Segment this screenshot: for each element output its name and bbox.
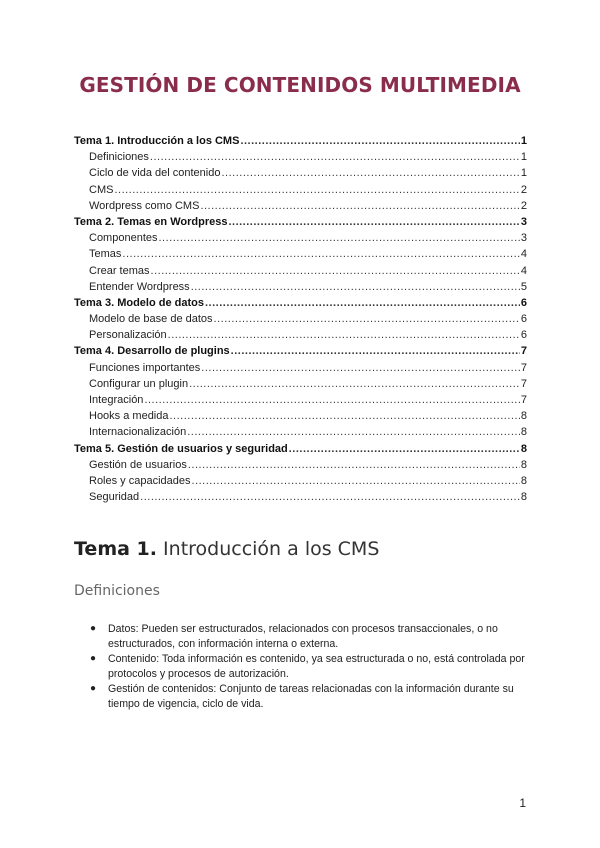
toc-entry-label: Integración [89, 394, 144, 406]
toc-entry-label: Configurar un plugin [89, 377, 189, 390]
toc-entry-page: 1 [520, 151, 527, 164]
bullet-icon: ● [90, 653, 97, 665]
toc-section-entry[interactable] [74, 198, 527, 214]
toc-section-entry[interactable] [74, 246, 527, 262]
toc-entry-label: Gestión de usuarios [89, 458, 187, 471]
toc-entry-label: Tema 4. Desarrollo de plugins [74, 345, 230, 358]
toc-entry-label: Personalización [89, 329, 167, 342]
list-item-text: Contenido: Toda información es contenido, ya sea estructurada o no, está controlada por protocolos y procesos de autorización. [108, 653, 525, 680]
table-of-contents [74, 133, 527, 505]
toc-entry-page: 6 [520, 296, 527, 309]
toc-chapter-entry[interactable] [74, 441, 527, 457]
toc-leader-dots [168, 327, 520, 343]
toc-section-entry[interactable] [74, 360, 527, 376]
toc-entry-label: Roles y capacidades [89, 474, 191, 487]
toc-entry-page: 8 [520, 426, 527, 439]
section-number: Tema 1. [74, 538, 157, 560]
toc-leader-dots [170, 408, 520, 424]
toc-leader-dots [201, 360, 520, 376]
toc-entry-label: Hooks a medida [89, 410, 169, 423]
toc-entry-page: 8 [520, 458, 527, 471]
list-item [88, 682, 528, 711]
toc-entry-page: 6 [520, 329, 527, 342]
toc-leader-dots [114, 182, 519, 198]
toc-section-entry[interactable] [74, 279, 527, 295]
toc-section-entry[interactable] [74, 230, 527, 246]
toc-entry-label: Temas [89, 248, 122, 261]
toc-entry-label: Tema 2. Temas en Wordpress [74, 215, 228, 228]
toc-section-entry[interactable] [74, 457, 527, 473]
toc-entry-page: 8 [520, 491, 527, 504]
toc-entry-page: 2 [520, 199, 527, 212]
toc-chapter-entry[interactable] [74, 295, 527, 311]
toc-leader-dots [189, 376, 520, 392]
toc-entry-page: 7 [520, 361, 527, 374]
toc-entry-label: Entender Wordpress [89, 280, 190, 293]
toc-section-entry[interactable] [74, 392, 527, 408]
toc-entry-page: 7 [520, 377, 527, 390]
section-title: Introducción a los CMS [163, 538, 380, 560]
list-item-text: Gestión de contenidos: Conjunto de tareas relacionadas con la información durante su tiempo de vigencia, ciclo de vida. [108, 683, 514, 710]
toc-entry-page: 1 [520, 167, 527, 180]
toc-section-entry[interactable] [74, 311, 527, 327]
toc-leader-dots [140, 489, 520, 505]
toc-leader-dots [221, 165, 519, 181]
toc-leader-dots [214, 311, 520, 327]
toc-entry-page: 4 [520, 264, 527, 277]
subsection-heading: Definiciones [74, 583, 160, 599]
toc-leader-dots [289, 441, 520, 457]
toc-chapter-entry[interactable] [74, 214, 527, 230]
toc-leader-dots [151, 263, 520, 279]
toc-section-entry[interactable] [74, 473, 527, 489]
toc-leader-dots [231, 343, 520, 359]
toc-section-entry[interactable] [74, 182, 527, 198]
toc-entry-label: Ciclo de vida del contenido [89, 167, 221, 180]
toc-section-entry[interactable] [74, 424, 527, 440]
toc-entry-label: Modelo de base de datos [89, 313, 213, 326]
toc-leader-dots [159, 230, 520, 246]
toc-entry-page: 3 [520, 215, 527, 228]
toc-leader-dots [144, 392, 519, 408]
toc-chapter-entry[interactable] [74, 343, 527, 359]
toc-leader-dots [240, 133, 519, 149]
section-heading [74, 538, 379, 560]
toc-leader-dots [205, 295, 520, 311]
toc-entry-page: 5 [520, 280, 527, 293]
toc-entry-label: Wordpress como CMS [89, 199, 200, 212]
toc-leader-dots [192, 473, 520, 489]
bullet-icon: ● [90, 623, 97, 634]
toc-section-entry[interactable] [74, 376, 527, 392]
toc-entry-page: 1 [520, 135, 527, 147]
document-title: GESTIÓN DE CONTENIDOS MULTIMEDIA [79, 73, 521, 97]
list-item [88, 622, 528, 651]
toc-entry-page: 8 [520, 410, 527, 423]
toc-leader-dots [188, 457, 520, 473]
toc-leader-dots [122, 246, 519, 262]
toc-entry-page: 6 [520, 313, 527, 326]
toc-section-entry[interactable] [74, 149, 527, 165]
toc-leader-dots [191, 279, 520, 295]
toc-section-entry[interactable] [74, 263, 527, 279]
list-item-text: Datos: Pueden ser estructurados, relacionados con procesos transaccionales, o no estructurados, con información interna o externa. [108, 623, 498, 650]
toc-entry-label: Funciones importantes [89, 361, 201, 374]
toc-section-entry[interactable] [74, 327, 527, 343]
toc-entry-page: 4 [520, 248, 527, 261]
toc-chapter-entry[interactable] [74, 133, 527, 149]
toc-section-entry[interactable] [74, 408, 527, 424]
toc-entry-label: Crear temas [89, 264, 150, 277]
toc-entry-page: 7 [520, 394, 527, 406]
toc-entry-label: Tema 5. Gestión de usuarios y seguridad [74, 442, 288, 455]
toc-leader-dots [150, 149, 520, 165]
toc-entry-label: Componentes [89, 232, 158, 245]
toc-entry-label: CMS [89, 183, 114, 196]
toc-entry-label: Tema 3. Modelo de datos [74, 296, 204, 309]
toc-entry-page: 7 [520, 345, 527, 358]
toc-section-entry[interactable] [74, 489, 527, 505]
page-number: 1 [519, 796, 526, 810]
toc-leader-dots [200, 198, 519, 214]
toc-entry-label: Tema 1. Introducción a los CMS [74, 135, 240, 147]
toc-leader-dots [187, 424, 520, 440]
toc-entry-page: 8 [520, 442, 527, 455]
toc-entry-page: 8 [520, 474, 527, 487]
toc-entry-label: Seguridad [89, 491, 140, 504]
definitions-list [88, 622, 528, 713]
bullet-icon: ● [90, 683, 97, 695]
toc-entry-label: Internacionalización [89, 426, 187, 439]
toc-entry-page: 3 [520, 232, 527, 245]
list-item [88, 652, 528, 681]
toc-leader-dots [228, 214, 519, 230]
toc-entry-page: 2 [520, 183, 527, 196]
toc-entry-label: Definiciones [89, 151, 149, 164]
toc-section-entry[interactable] [74, 165, 527, 181]
